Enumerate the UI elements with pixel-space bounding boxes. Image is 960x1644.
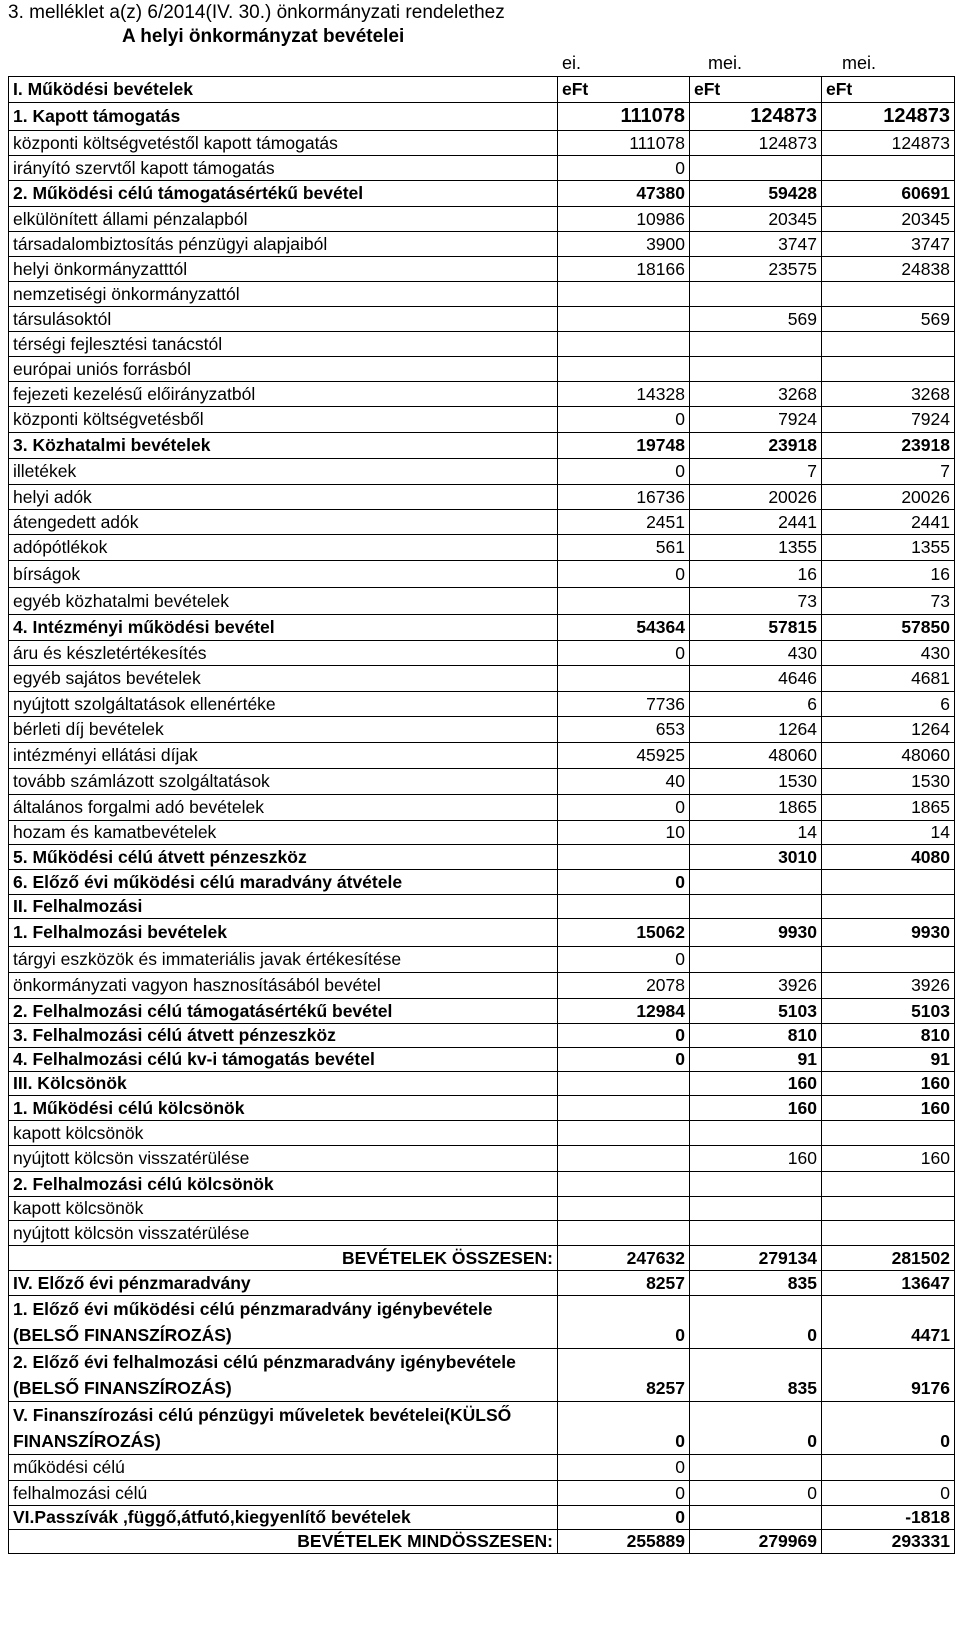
row-value-col2: 1530 — [690, 769, 822, 795]
row-label: helyi adók — [9, 485, 558, 510]
row-value-col2: 23575 — [690, 257, 822, 282]
row-value-col2: 73 — [690, 588, 822, 615]
row-value-col3 — [822, 1197, 955, 1221]
row-label: 3. Közhatalmi bevételek — [9, 433, 558, 459]
row-label: 2. Felhalmozási célú támogatásértékű bevétel — [9, 999, 558, 1024]
table-row — [9, 510, 955, 535]
row-value-col2: 430 — [690, 641, 822, 666]
total-label: BEVÉTELEK ÖSSZESEN: — [9, 1246, 558, 1271]
table-row — [9, 1530, 955, 1554]
row-value-col3 — [822, 1121, 955, 1146]
row-value-col3 — [822, 282, 955, 307]
row-label: 4. Felhalmozási célú kv-i támogatás bevétel — [9, 1048, 558, 1072]
row-label: IV. Előző évi pénzmaradvány — [9, 1271, 558, 1296]
table-row — [9, 743, 955, 769]
decree-reference: 3. melléklet a(z) 6/2014(IV. 30.) önkormányzati rendelethez — [8, 2, 505, 23]
table-row — [9, 999, 955, 1024]
row-value-col1 — [558, 895, 690, 919]
row-value-col1: 0 — [558, 561, 690, 588]
row-value-col2: 3268 — [690, 382, 822, 407]
row-value-col1: 10 — [558, 821, 690, 845]
row-value-col2: 3747 — [690, 232, 822, 257]
row-label: I. Működési bevételek — [9, 77, 558, 103]
row-value-col3: 9930 — [822, 919, 955, 947]
row-value-col3: 0 — [822, 1402, 955, 1455]
row-value-col1: 0 — [558, 1296, 690, 1349]
row-value-col2: 9930 — [690, 919, 822, 947]
row-value-col1: 561 — [558, 535, 690, 561]
row-value-col2: 59428 — [690, 181, 822, 207]
column-header-ei: ei. — [562, 53, 582, 73]
row-value-col2: 279134 — [690, 1246, 822, 1271]
table-row — [9, 1048, 955, 1072]
row-value-col3: 57850 — [822, 615, 955, 641]
table-row — [9, 433, 955, 459]
row-value-col2: 20026 — [690, 485, 822, 510]
row-label: 1. Kapott támogatás — [9, 103, 558, 131]
table-row — [9, 1506, 955, 1530]
table-row — [9, 870, 955, 895]
row-value-col2: 2441 — [690, 510, 822, 535]
row-value-col3 — [822, 332, 955, 357]
row-value-col3: 2441 — [822, 510, 955, 535]
row-label: 2. Előző évi felhalmozási célú pénzmaradvány igénybevétele (BELSŐ FINANSZÍROZÁS) — [9, 1349, 558, 1402]
row-value-col1 — [558, 845, 690, 870]
row-value-col2: 279969 — [690, 1530, 822, 1554]
row-value-col1 — [558, 282, 690, 307]
page-title: A helyi önkormányzat bevételei — [122, 26, 405, 47]
row-label: európai uniós forrásból — [9, 357, 558, 382]
row-value-col2: 124873 — [690, 131, 822, 156]
row-label: bérleti díj bevételek — [9, 717, 558, 743]
row-label: áru és készletértékesítés — [9, 641, 558, 666]
row-value-col1: 10986 — [558, 207, 690, 232]
row-value-col2 — [690, 357, 822, 382]
row-label: elkülönített állami pénzalapból — [9, 207, 558, 232]
table-row — [9, 1072, 955, 1096]
row-value-col2: 0 — [690, 1402, 822, 1455]
row-value-col1: 0 — [558, 1506, 690, 1530]
row-value-col1 — [558, 332, 690, 357]
row-value-col2: 57815 — [690, 615, 822, 641]
row-value-col3: 4471 — [822, 1296, 955, 1349]
row-label: adópótlékok — [9, 535, 558, 561]
row-value-col3: 810 — [822, 1024, 955, 1048]
row-value-col3: 9176 — [822, 1349, 955, 1402]
row-value-col1: 255889 — [558, 1530, 690, 1554]
row-value-col3: 14 — [822, 821, 955, 845]
table-row — [9, 821, 955, 845]
row-value-col1: 0 — [558, 407, 690, 433]
table-row — [9, 1246, 955, 1271]
row-label: 2. Felhalmozási célú kölcsönök — [9, 1172, 558, 1197]
row-value-col2: 1865 — [690, 795, 822, 821]
table-row — [9, 1481, 955, 1506]
column-header-mei-2: mei. — [842, 53, 877, 73]
table-row — [9, 282, 955, 307]
row-value-col3 — [822, 870, 955, 895]
row-value-col3: 4080 — [822, 845, 955, 870]
table-row — [9, 561, 955, 588]
row-value-col1: 653 — [558, 717, 690, 743]
row-value-col2: eFt — [690, 77, 822, 103]
row-value-col2: 0 — [690, 1296, 822, 1349]
row-value-col2: 160 — [690, 1146, 822, 1172]
row-value-col1 — [558, 588, 690, 615]
row-label: hozam és kamatbevételek — [9, 821, 558, 845]
total-label: BEVÉTELEK MINDÖSSZESEN: — [9, 1530, 558, 1554]
row-value-col2: 91 — [690, 1048, 822, 1072]
table-row — [9, 232, 955, 257]
row-value-col3: 569 — [822, 307, 955, 332]
row-value-col1: 7736 — [558, 692, 690, 717]
row-value-col1: 247632 — [558, 1246, 690, 1271]
row-value-col2: 23918 — [690, 433, 822, 459]
row-label: térségi fejlesztési tanácstól — [9, 332, 558, 357]
table-row — [9, 1271, 955, 1296]
row-value-col3: 281502 — [822, 1246, 955, 1271]
row-value-col1: 0 — [558, 947, 690, 973]
row-label: nyújtott szolgáltatások ellenértéke — [9, 692, 558, 717]
row-value-col1: 0 — [558, 1455, 690, 1481]
row-value-col3: 91 — [822, 1048, 955, 1072]
row-value-col3: eFt — [822, 77, 955, 103]
row-label: fejezeti kezelésű előirányzatból — [9, 382, 558, 407]
table-row — [9, 103, 955, 131]
table-row — [9, 692, 955, 717]
row-value-col2: 14 — [690, 821, 822, 845]
table-row — [9, 795, 955, 821]
row-value-col3: 6 — [822, 692, 955, 717]
table-row — [9, 919, 955, 947]
row-value-col1: 45925 — [558, 743, 690, 769]
row-value-col2: 3926 — [690, 973, 822, 999]
column-header-mei-1: mei. — [708, 53, 743, 73]
table-row — [9, 769, 955, 795]
table-row — [9, 131, 955, 156]
row-value-col1: 40 — [558, 769, 690, 795]
row-value-col1: 12984 — [558, 999, 690, 1024]
row-value-col1: 2451 — [558, 510, 690, 535]
row-value-col2 — [690, 1221, 822, 1246]
row-value-col3: 3747 — [822, 232, 955, 257]
row-value-col2 — [690, 1172, 822, 1197]
row-value-col2 — [690, 156, 822, 181]
row-value-col1: 111078 — [558, 131, 690, 156]
row-label: kapott kölcsönök — [9, 1197, 558, 1221]
row-value-col3: 48060 — [822, 743, 955, 769]
table-row — [9, 1146, 955, 1172]
row-value-col3: 1355 — [822, 535, 955, 561]
row-value-col3: 7924 — [822, 407, 955, 433]
row-value-col2 — [690, 282, 822, 307]
row-value-col2: 124873 — [690, 103, 822, 131]
row-value-col1 — [558, 1197, 690, 1221]
row-value-col1: 0 — [558, 459, 690, 485]
row-value-col1: 0 — [558, 156, 690, 181]
row-label: átengedett adók — [9, 510, 558, 535]
table-row — [9, 156, 955, 181]
row-value-col2 — [690, 1197, 822, 1221]
row-value-col3 — [822, 1221, 955, 1246]
table-row — [9, 1349, 955, 1402]
row-label: III. Kölcsönök — [9, 1072, 558, 1096]
row-value-col2 — [690, 895, 822, 919]
row-value-col1: 111078 — [558, 103, 690, 131]
table-row — [9, 181, 955, 207]
row-value-col1 — [558, 1146, 690, 1172]
row-value-col2: 48060 — [690, 743, 822, 769]
row-value-col1: 54364 — [558, 615, 690, 641]
row-value-col3: -1818 — [822, 1506, 955, 1530]
row-value-col2: 4646 — [690, 666, 822, 692]
row-label: felhalmozási célú — [9, 1481, 558, 1506]
table-row — [9, 895, 955, 919]
row-value-col3: 13647 — [822, 1271, 955, 1296]
row-label: önkormányzati vagyon hasznosításából bevétel — [9, 973, 558, 999]
row-value-col3 — [822, 1172, 955, 1197]
row-value-col2: 3010 — [690, 845, 822, 870]
row-value-col1: 16736 — [558, 485, 690, 510]
row-value-col3: 0 — [822, 1481, 955, 1506]
row-label: intézményi ellátási díjak — [9, 743, 558, 769]
row-value-col3 — [822, 156, 955, 181]
table-row — [9, 485, 955, 510]
row-value-col3: 1865 — [822, 795, 955, 821]
row-value-col3 — [822, 947, 955, 973]
row-value-col1: 3900 — [558, 232, 690, 257]
table-row — [9, 257, 955, 282]
row-label: nyújtott kölcsön visszatérülése — [9, 1146, 558, 1172]
table-row — [9, 207, 955, 232]
row-label: nyújtott kölcsön visszatérülése — [9, 1221, 558, 1246]
table-row — [9, 1024, 955, 1048]
row-value-col3: 20026 — [822, 485, 955, 510]
row-value-col2 — [690, 332, 822, 357]
row-value-col3 — [822, 1455, 955, 1481]
row-value-col3: 20345 — [822, 207, 955, 232]
row-value-col3: 3268 — [822, 382, 955, 407]
row-value-col1: 0 — [558, 1048, 690, 1072]
row-value-col3: 23918 — [822, 433, 955, 459]
row-label: kapott kölcsönök — [9, 1121, 558, 1146]
row-value-col2: 160 — [690, 1096, 822, 1121]
table-row — [9, 332, 955, 357]
table-row — [9, 1172, 955, 1197]
row-value-col3: 16 — [822, 561, 955, 588]
row-value-col3: 4681 — [822, 666, 955, 692]
row-value-col2 — [690, 870, 822, 895]
row-value-col3: 160 — [822, 1146, 955, 1172]
row-label: tovább számlázott szolgáltatások — [9, 769, 558, 795]
table-row — [9, 1296, 955, 1349]
row-value-col1: 47380 — [558, 181, 690, 207]
row-label: egyéb sajátos bevételek — [9, 666, 558, 692]
row-value-col1: 0 — [558, 1481, 690, 1506]
table-row — [9, 382, 955, 407]
row-value-col3: 1264 — [822, 717, 955, 743]
revenue-table — [8, 76, 955, 1554]
table-row — [9, 1121, 955, 1146]
table-row — [9, 407, 955, 433]
table-row — [9, 307, 955, 332]
table-row — [9, 1455, 955, 1481]
row-label: 6. Előző évi működési célú maradvány átvétele — [9, 870, 558, 895]
row-label: 1. Működési célú kölcsönök — [9, 1096, 558, 1121]
row-label: működési célú — [9, 1455, 558, 1481]
row-label: helyi önkormányzatttól — [9, 257, 558, 282]
table-row — [9, 1197, 955, 1221]
row-value-col1: 19748 — [558, 433, 690, 459]
row-label: tárgyi eszközök és immateriális javak értékesítése — [9, 947, 558, 973]
row-label: 4. Intézményi működési bevétel — [9, 615, 558, 641]
row-value-col1 — [558, 1096, 690, 1121]
row-value-col1: 0 — [558, 641, 690, 666]
table-row — [9, 666, 955, 692]
row-value-col2: 0 — [690, 1481, 822, 1506]
row-value-col3: 293331 — [822, 1530, 955, 1554]
row-value-col1 — [558, 1172, 690, 1197]
row-label: VI.Passzívák ,függő,átfutó,kiegyenlítő bevételek — [9, 1506, 558, 1530]
row-value-col2: 569 — [690, 307, 822, 332]
row-value-col1: 2078 — [558, 973, 690, 999]
table-row — [9, 717, 955, 743]
row-label: illetékek — [9, 459, 558, 485]
row-label: központi költségvetéstől kapott támogatás — [9, 131, 558, 156]
row-value-col3: 160 — [822, 1072, 955, 1096]
table-row — [9, 1096, 955, 1121]
row-value-col2 — [690, 947, 822, 973]
row-value-col1: 0 — [558, 1402, 690, 1455]
row-value-col3: 73 — [822, 588, 955, 615]
row-label: társulásoktól — [9, 307, 558, 332]
table-row — [9, 1221, 955, 1246]
table-row — [9, 973, 955, 999]
row-value-col2 — [690, 1121, 822, 1146]
row-value-col2: 835 — [690, 1349, 822, 1402]
row-value-col1: eFt — [558, 77, 690, 103]
row-label: általános forgalmi adó bevételek — [9, 795, 558, 821]
row-value-col2: 6 — [690, 692, 822, 717]
row-value-col3: 60691 — [822, 181, 955, 207]
row-label: nemzetiségi önkormányzattól — [9, 282, 558, 307]
table-row — [9, 845, 955, 870]
row-value-col1 — [558, 307, 690, 332]
row-label: irányító szervtől kapott támogatás — [9, 156, 558, 181]
row-value-col2 — [690, 1455, 822, 1481]
row-value-col3: 124873 — [822, 103, 955, 131]
row-label: 5. Működési célú átvett pénzeszköz — [9, 845, 558, 870]
row-label: 3. Felhalmozási célú átvett pénzeszköz — [9, 1024, 558, 1048]
row-value-col2: 1355 — [690, 535, 822, 561]
row-value-col2: 835 — [690, 1271, 822, 1296]
row-value-col3: 5103 — [822, 999, 955, 1024]
row-value-col1: 0 — [558, 1024, 690, 1048]
row-value-col3: 24838 — [822, 257, 955, 282]
row-value-col1: 15062 — [558, 919, 690, 947]
row-value-col3: 1530 — [822, 769, 955, 795]
row-label: V. Finanszírozási célú pénzügyi műveletek bevételei(KÜLSŐ FINANSZÍROZÁS) — [9, 1402, 558, 1455]
table-row — [9, 535, 955, 561]
row-value-col3: 430 — [822, 641, 955, 666]
row-value-col2 — [690, 1506, 822, 1530]
row-value-col3 — [822, 895, 955, 919]
table-row — [9, 641, 955, 666]
row-value-col2: 7924 — [690, 407, 822, 433]
row-value-col1: 14328 — [558, 382, 690, 407]
row-value-col1: 18166 — [558, 257, 690, 282]
row-label: egyéb közhatalmi bevételek — [9, 588, 558, 615]
row-value-col2: 160 — [690, 1072, 822, 1096]
row-value-col3: 124873 — [822, 131, 955, 156]
row-value-col3: 3926 — [822, 973, 955, 999]
table-row — [9, 947, 955, 973]
row-value-col1: 8257 — [558, 1349, 690, 1402]
row-label: központi költségvetésből — [9, 407, 558, 433]
table-row — [9, 459, 955, 485]
row-label: társadalombiztosítás pénzügyi alapjaiból — [9, 232, 558, 257]
row-label: 1. Felhalmozási bevételek — [9, 919, 558, 947]
row-value-col1 — [558, 1121, 690, 1146]
table-row — [9, 1402, 955, 1455]
row-value-col1 — [558, 1221, 690, 1246]
table-row — [9, 615, 955, 641]
row-value-col1: 0 — [558, 795, 690, 821]
row-value-col2: 16 — [690, 561, 822, 588]
row-label: 1. Előző évi működési célú pénzmaradvány igénybevétele (BELSŐ FINANSZÍROZÁS) — [9, 1296, 558, 1349]
row-value-col2: 810 — [690, 1024, 822, 1048]
row-value-col2: 20345 — [690, 207, 822, 232]
row-value-col1: 8257 — [558, 1271, 690, 1296]
row-value-col1: 0 — [558, 870, 690, 895]
row-value-col1 — [558, 1072, 690, 1096]
row-value-col1 — [558, 357, 690, 382]
row-value-col2: 7 — [690, 459, 822, 485]
row-value-col2: 5103 — [690, 999, 822, 1024]
row-value-col2: 1264 — [690, 717, 822, 743]
row-label: II. Felhalmozási — [9, 895, 558, 919]
row-value-col1 — [558, 666, 690, 692]
row-value-col3: 160 — [822, 1096, 955, 1121]
table-row — [9, 357, 955, 382]
row-label: 2. Működési célú támogatásértékű bevétel — [9, 181, 558, 207]
table-row — [9, 77, 955, 103]
row-value-col3: 7 — [822, 459, 955, 485]
row-label: bírságok — [9, 561, 558, 588]
table-row — [9, 588, 955, 615]
row-value-col3 — [822, 357, 955, 382]
